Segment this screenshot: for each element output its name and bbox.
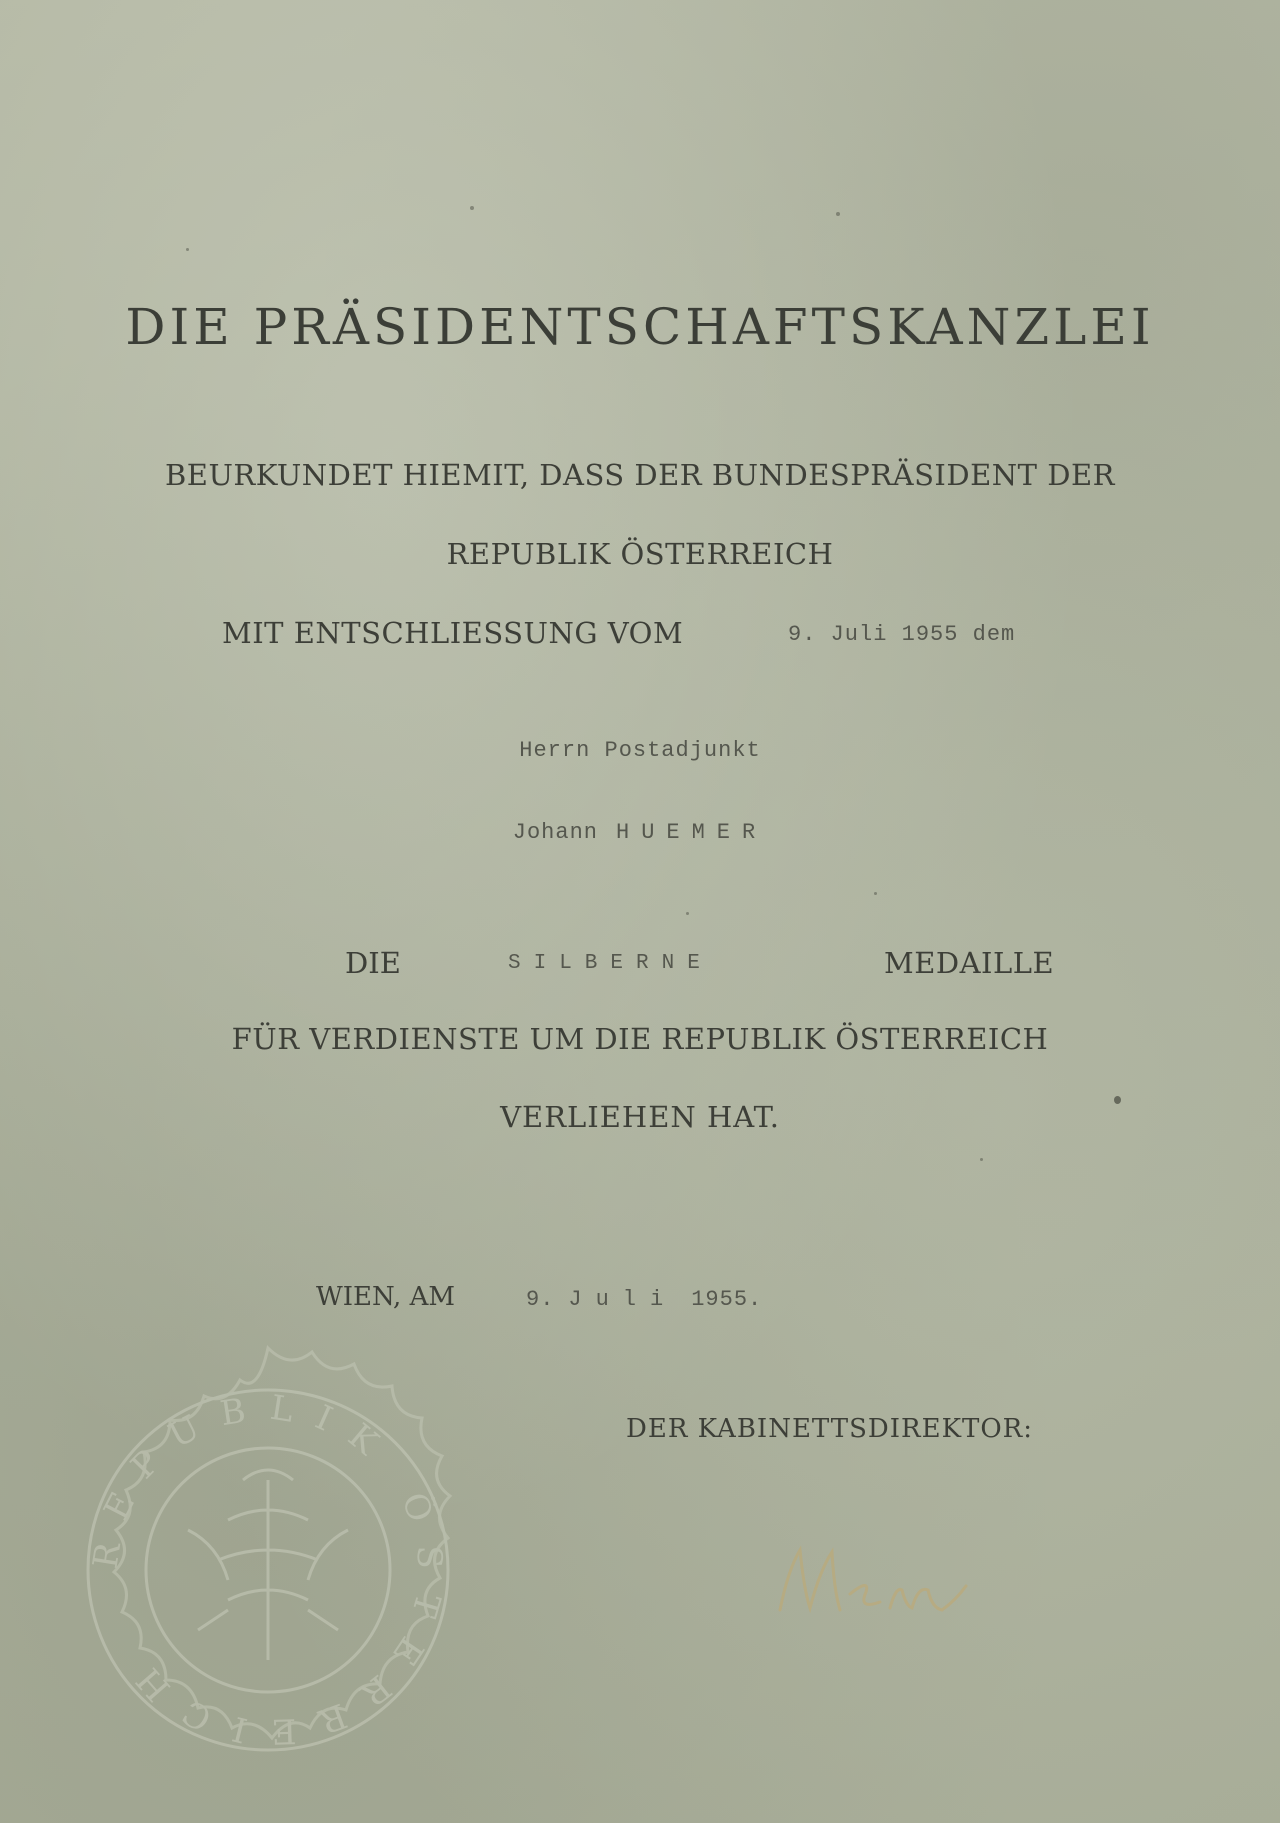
signature-icon: [770, 1530, 980, 1630]
paper-speck: [470, 206, 474, 210]
recipient-first-name: Johann: [512, 820, 598, 845]
certificate-title: DIE PRÄSIDENTSCHAFTSKANZLEI: [125, 298, 1155, 356]
place-label: WIEN, AM: [316, 1282, 455, 1312]
issue-year: 1955.: [691, 1287, 763, 1312]
paper-speck: [980, 1158, 983, 1161]
paper-speck: [186, 248, 189, 251]
resolution-label: MIT ENTSCHLIESSUNG VOM: [222, 616, 684, 650]
award-prefix: DIE: [345, 946, 401, 980]
award-suffix: MEDAILLE: [884, 946, 1055, 980]
issue-day: 9.: [526, 1287, 555, 1312]
closing-line: VERLIEHEN HAT.: [500, 1100, 780, 1134]
certification-line-1: BEURKUNDET HIEMIT, DASS DER BUNDESPRÄSIDENT DER: [164, 458, 1115, 492]
award-grade: SILBERNE: [508, 952, 713, 975]
paper-speck: [1114, 1096, 1121, 1104]
paper-speck: [836, 212, 840, 216]
award-name-line: FÜR VERDIENSTE UM DIE REPUBLIK ÖSTERREICH: [231, 1022, 1049, 1056]
signatory-title: DER KABINETTSDIREKTOR:: [626, 1414, 1033, 1444]
certification-line-2: REPUBLIK ÖSTERREICH: [446, 537, 834, 571]
seal-text: REPUBLIK ÖSTERREICH: [85, 1387, 450, 1752]
embossed-seal-icon: [28, 1330, 508, 1810]
resolution-date: 9. Juli 1955 dem: [788, 622, 1016, 647]
issue-month: Juli: [568, 1287, 678, 1312]
issue-date: [526, 1287, 762, 1312]
paper-speck: [686, 912, 689, 915]
recipient-surname: HUEMER: [616, 820, 768, 845]
recipient-title: Herrn Postadjunkt: [519, 738, 761, 763]
recipient-name: [0, 820, 1280, 845]
paper-speck: [874, 892, 877, 895]
